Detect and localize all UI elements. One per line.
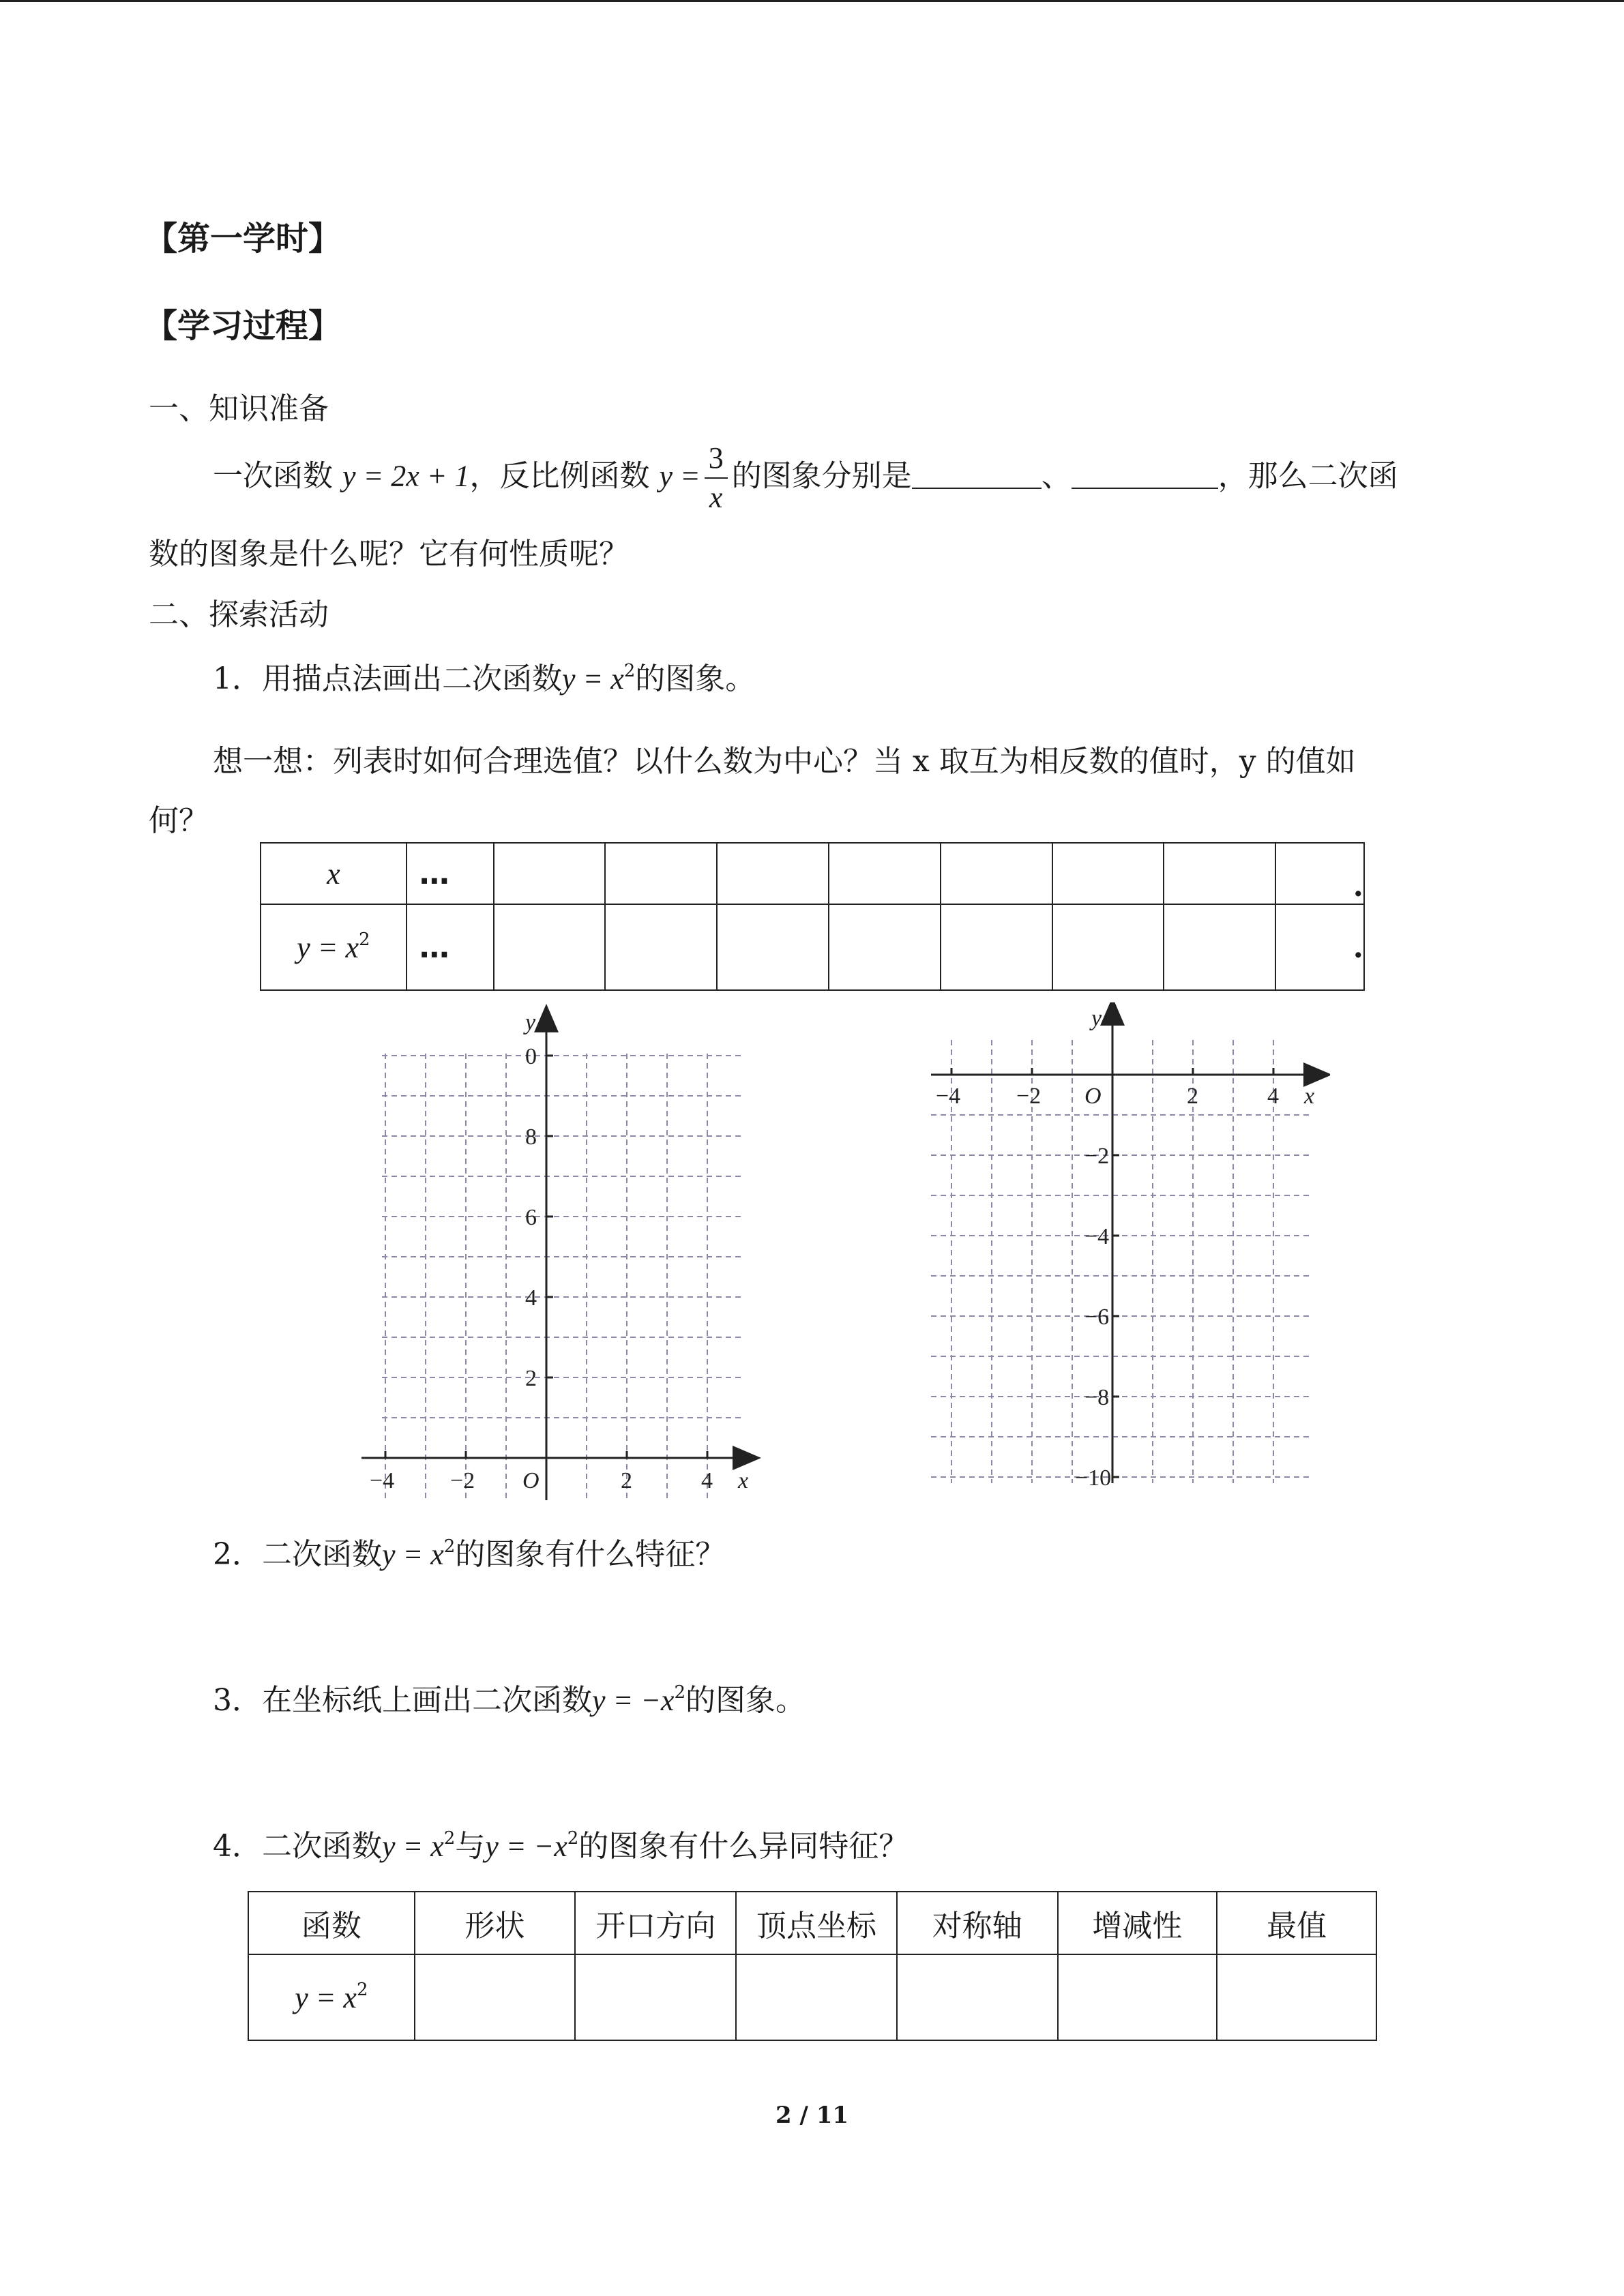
part2-title: 二、探索活动 (149, 597, 329, 632)
header-axis-of-symmetry: 对称轴 (897, 1892, 1058, 1954)
compare-table-header (248, 1892, 1376, 1954)
x-cell[interactable] (1164, 843, 1275, 904)
inverse-function-fraction (705, 443, 728, 513)
x-axis-label: x (1304, 1084, 1315, 1109)
x-cell[interactable] (829, 843, 941, 904)
y-tick-label: 6 (525, 1205, 537, 1230)
linear-function-eq: y = 2x + 1 (342, 459, 470, 493)
x-cell-edge[interactable]: . (1275, 843, 1364, 904)
x-tick-label: 2 (1187, 1084, 1198, 1109)
row-function-label (248, 1954, 415, 2040)
q3-prefix: 3．在坐标纸上画出二次函数 (213, 1683, 592, 1718)
y-cell[interactable] (1052, 904, 1164, 990)
inverse-function-lhs: y = (659, 459, 700, 493)
q4-mid: 与 (455, 1829, 486, 1864)
x-tick-label: 4 (701, 1468, 713, 1493)
y-cell[interactable] (605, 904, 717, 990)
y-cell[interactable] (1164, 904, 1275, 990)
x-axis-label: x (738, 1468, 749, 1493)
y-cell-edge[interactable]: . (1275, 904, 1364, 990)
question-1 (213, 660, 755, 698)
answer-cell[interactable] (897, 1954, 1058, 2040)
y-axis-label: y (525, 1010, 536, 1035)
question-4 (213, 1828, 909, 1866)
q1-suffix: 的图象。 (635, 661, 756, 696)
value-table (260, 842, 1365, 991)
y-tick-label: −4 (1084, 1224, 1110, 1249)
header-vertex: 顶点坐标 (736, 1892, 897, 1954)
x-cell[interactable] (941, 843, 1052, 904)
header-monotonicity: 增减性 (1058, 1892, 1217, 1954)
top-rule (0, 0, 1624, 2)
part1-line2: 数的图象是什么呢？它有何性质呢？ (149, 537, 629, 571)
header-extreme-value: 最值 (1217, 1892, 1376, 1954)
x-tick-label: 2 (621, 1468, 632, 1493)
q1-prefix: 1．用描点法画出二次函数 (213, 661, 562, 696)
answer-cell[interactable] (736, 1954, 897, 2040)
part1-text-a: 一次函数 (213, 458, 333, 494)
x-tick-label: 4 (1267, 1084, 1279, 1109)
y-tick-label: −8 (1084, 1385, 1110, 1410)
question-3 (213, 1682, 806, 1720)
answer-cell[interactable] (1058, 1954, 1217, 2040)
x-cell[interactable] (494, 843, 606, 904)
x-tick-label: −2 (1016, 1084, 1042, 1109)
x-tick-label: −2 (450, 1468, 475, 1493)
y-row-label-eq: y = x (297, 930, 359, 964)
grid-lines (382, 1054, 743, 1500)
part1-title: 一、知识准备 (149, 391, 329, 426)
y-cell[interactable] (494, 904, 606, 990)
x-tick-label: −4 (370, 1468, 395, 1493)
y-cell[interactable] (941, 904, 1052, 990)
q2-equation: y = x (382, 1538, 444, 1571)
fraction-denominator: x (709, 481, 723, 514)
answer-blank-2[interactable] (1072, 460, 1218, 489)
graph-positive[interactable] (355, 1002, 764, 1507)
q4-suffix: 的图象有什么异同特征？ (578, 1829, 909, 1864)
y-row-label (261, 904, 407, 990)
graph-negative[interactable] (921, 1002, 1330, 1493)
y-row-label-exponent: 2 (358, 929, 370, 950)
q3-equation: y = −x (592, 1684, 675, 1717)
x-row-label: x (261, 843, 407, 904)
q4-equation-1: y = x (382, 1830, 444, 1863)
answer-cell[interactable] (1217, 1954, 1376, 2040)
part1-text-c: 的图象分别是 (731, 458, 912, 494)
compare-table-row (248, 1954, 1376, 2040)
section-heading-first-lesson: 【第一学时】 (145, 220, 342, 258)
think-line-1: 想一想：列表时如何合理选值？以什么数为中心？当 x 取互为相反数的值时，y 的值如 (213, 744, 1356, 779)
header-function: 函数 (248, 1892, 415, 1954)
q1-exponent: 2 (623, 661, 636, 681)
row-function-exponent: 2 (356, 1979, 368, 2000)
page-number: 2 / 11 (775, 2102, 849, 2129)
q2-exponent: 2 (443, 1536, 456, 1557)
origin-label: O (522, 1468, 540, 1493)
q2-suffix: 的图象有什么特征？ (455, 1537, 726, 1572)
y-tick-label: 4 (525, 1285, 537, 1311)
q1-equation: y = x (562, 662, 624, 696)
origin-label: O (1084, 1084, 1102, 1109)
header-opening-direction: 开口方向 (575, 1892, 736, 1954)
header-shape: 形状 (415, 1892, 576, 1954)
think-line-2: 何？ (149, 803, 209, 838)
y-cell[interactable] (717, 904, 829, 990)
row-function-eq: y = x (295, 1980, 357, 2014)
q4-exponent-2: 2 (567, 1828, 579, 1849)
compare-table (248, 1891, 1377, 2041)
y-tick-label: 8 (525, 1124, 537, 1150)
x-tick-label: −4 (936, 1084, 961, 1109)
q3-suffix: 的图象。 (685, 1683, 806, 1718)
fraction-numerator: 3 (705, 443, 728, 479)
y-tick-label: −2 (1084, 1144, 1110, 1169)
value-table-row-y (261, 904, 1364, 990)
section-heading-learning-process: 【学习过程】 (145, 307, 342, 345)
q4-prefix: 4．二次函数 (213, 1829, 382, 1864)
q4-equation-2: y = −x (485, 1830, 567, 1863)
part1-text-b: ，反比例函数 (469, 458, 650, 494)
answer-cell[interactable] (575, 1954, 736, 2040)
y-row-ellipsis: … (407, 904, 494, 990)
y-axis-label: y (1091, 1006, 1102, 1031)
part1-text-d: ，那么二次函 (1217, 458, 1398, 494)
question-2 (213, 1536, 725, 1574)
y-tick-label: −10 (1075, 1465, 1112, 1491)
x-cell[interactable] (605, 843, 717, 904)
value-table-row-x (261, 843, 1364, 904)
q2-prefix: 2．二次函数 (213, 1537, 382, 1572)
answer-cell[interactable] (415, 1954, 576, 2040)
q3-exponent: 2 (674, 1682, 685, 1703)
part1-line1 (213, 443, 1398, 513)
grid-lines (931, 1040, 1313, 1483)
y-tick-label: 0 (525, 1044, 537, 1069)
answer-blank-1[interactable] (912, 460, 1042, 489)
x-cell[interactable] (1052, 843, 1164, 904)
x-row-ellipsis: … (407, 843, 494, 904)
y-tick-label: 2 (525, 1366, 537, 1391)
blank-separator: 、 (1041, 458, 1072, 494)
y-cell[interactable] (829, 904, 941, 990)
q4-exponent-1: 2 (443, 1828, 456, 1849)
x-cell[interactable] (717, 843, 829, 904)
y-tick-label: −6 (1084, 1304, 1110, 1330)
